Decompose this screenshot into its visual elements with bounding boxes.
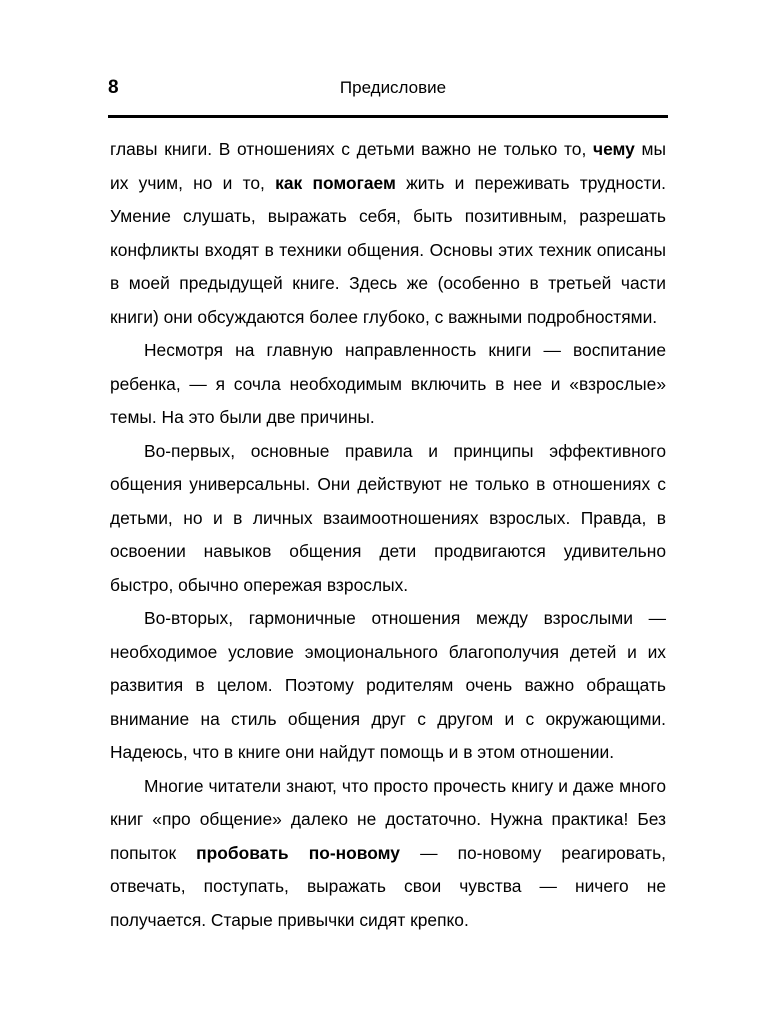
emphasis-text: пробовать по-новому	[196, 842, 400, 863]
paragraph	[110, 602, 666, 770]
text-run: Несмотря на главную направленность книги — воспитание ребенка, — я сочла необходимым включить в нее и «взрослые» темы. На это были две причины.	[110, 340, 666, 427]
running-title: Предисловие	[339, 78, 447, 97]
text-run: мы их учим, но и то,	[110, 139, 666, 193]
emphasis-text: чему	[592, 139, 635, 159]
text-run: главы книги. В отношениях с детьми важно не только то,	[110, 139, 593, 159]
text-run: — по-новому реагировать, отвечать, поступать, выражать свои чувства — ничего не получается. Старые привычки сидят крепко.	[110, 842, 666, 930]
paragraph	[110, 770, 666, 938]
paragraph	[110, 334, 666, 435]
paragraph	[110, 133, 666, 334]
text-run: Многие читатели знают, что просто прочесть книгу и даже много книг «про общение» далеко не достаточно. Нужна практика! Без попыток	[110, 775, 666, 863]
text-run: Во-первых, основные правила и принципы эффективного общения универсальны. Они действуют не только в отношениях с детьми, но и в личных взаимоотношениях взрослых. Правда, в освоении навыков общения дети продвигаются удивительно быстро, обычно опережая взрослых.	[110, 440, 666, 595]
page-header	[108, 78, 668, 97]
text-run: жить и переживать трудности. Умение слушать, выражать себя, быть позитивным, разрешать конфликты входят в техники общения. Основы этих техник описаны в моей предыдущей книге. Здесь же (особенно в третьей части книги) они обсуждаются более глубоко, с важными подробностями.	[110, 172, 666, 327]
header-rule	[108, 115, 668, 118]
paragraph	[110, 435, 666, 603]
page-number: 8	[108, 77, 119, 98]
emphasis-text: как помогаем	[275, 172, 396, 193]
body-text	[110, 133, 666, 937]
text-run: Во-вторых, гармоничные отношения между взрослыми — необходимое условие эмоционального благополучия детей и их развития в целом. Поэтому родителям очень важно обращать внимание на стиль общения друг с другом и с окружающими. Надеюсь, что в книге они найдут помощь и в этом отношении.	[110, 608, 666, 762]
